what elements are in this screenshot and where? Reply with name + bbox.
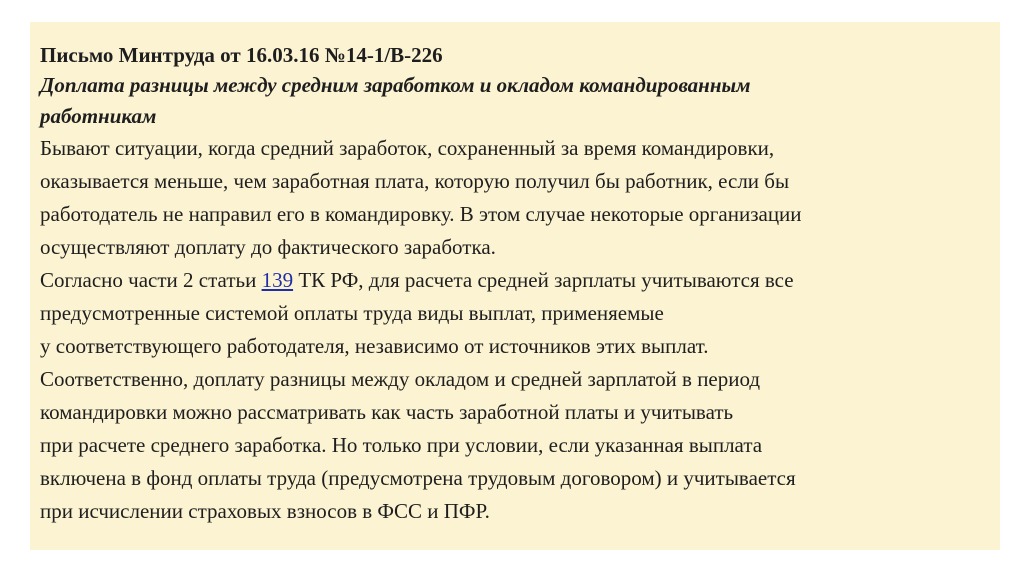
text-panel xyxy=(30,22,1000,550)
paragraph-line: при исчислении страховых взносов в ФСС и ПФР. xyxy=(40,499,490,523)
paragraph-line xyxy=(40,264,992,297)
paragraph-line: оказывается меньше, чем заработная плата, которую получил бы работник, если бы xyxy=(40,169,790,193)
paragraph-line: командировки можно рассматривать как часть заработной платы и учитывать xyxy=(40,400,734,424)
paragraph-line: у соответствующего работодателя, независимо от источников этих выплат. xyxy=(40,334,709,358)
article-139-link[interactable]: 139 xyxy=(261,268,294,292)
paragraph-line: при расчете среднего заработка. Но только при условии, если указанная выплата xyxy=(40,433,763,457)
paragraph-line: осуществляют доплату до фактического заработка. xyxy=(40,235,496,259)
text-after-link: ТК РФ, для расчета средней зарплаты учитываются все xyxy=(293,268,794,292)
paragraph-line: включена в фонд оплаты труда (предусмотрена трудовым договором) и учитывается xyxy=(40,466,796,490)
letter-subtitle xyxy=(40,70,992,132)
paragraph-situations xyxy=(40,132,992,264)
paragraph-conclusion xyxy=(40,363,992,528)
paragraph-line: работодатель не направил его в командировку. В этом случае некоторые организации xyxy=(40,202,802,226)
letter-title: Письмо Минтруда от 16.03.16 №14-1/В-226 xyxy=(40,43,443,67)
paragraph-line: Бывают ситуации, когда средний заработок, сохраненный за время командировки, xyxy=(40,136,775,160)
paragraph-line: предусмотренные системой оплаты труда виды выплат, применяемые xyxy=(40,301,664,325)
paragraph-line: Соответственно, доплату разницы между окладом и средней зарплатой в период xyxy=(40,367,761,391)
subtitle-line: работникам xyxy=(40,104,157,128)
text-before-link: Согласно части 2 статьи xyxy=(40,268,262,292)
subtitle-line: Доплата разницы между средним заработком и окладом командированным xyxy=(40,73,751,97)
paragraph-article-139 xyxy=(40,264,992,363)
